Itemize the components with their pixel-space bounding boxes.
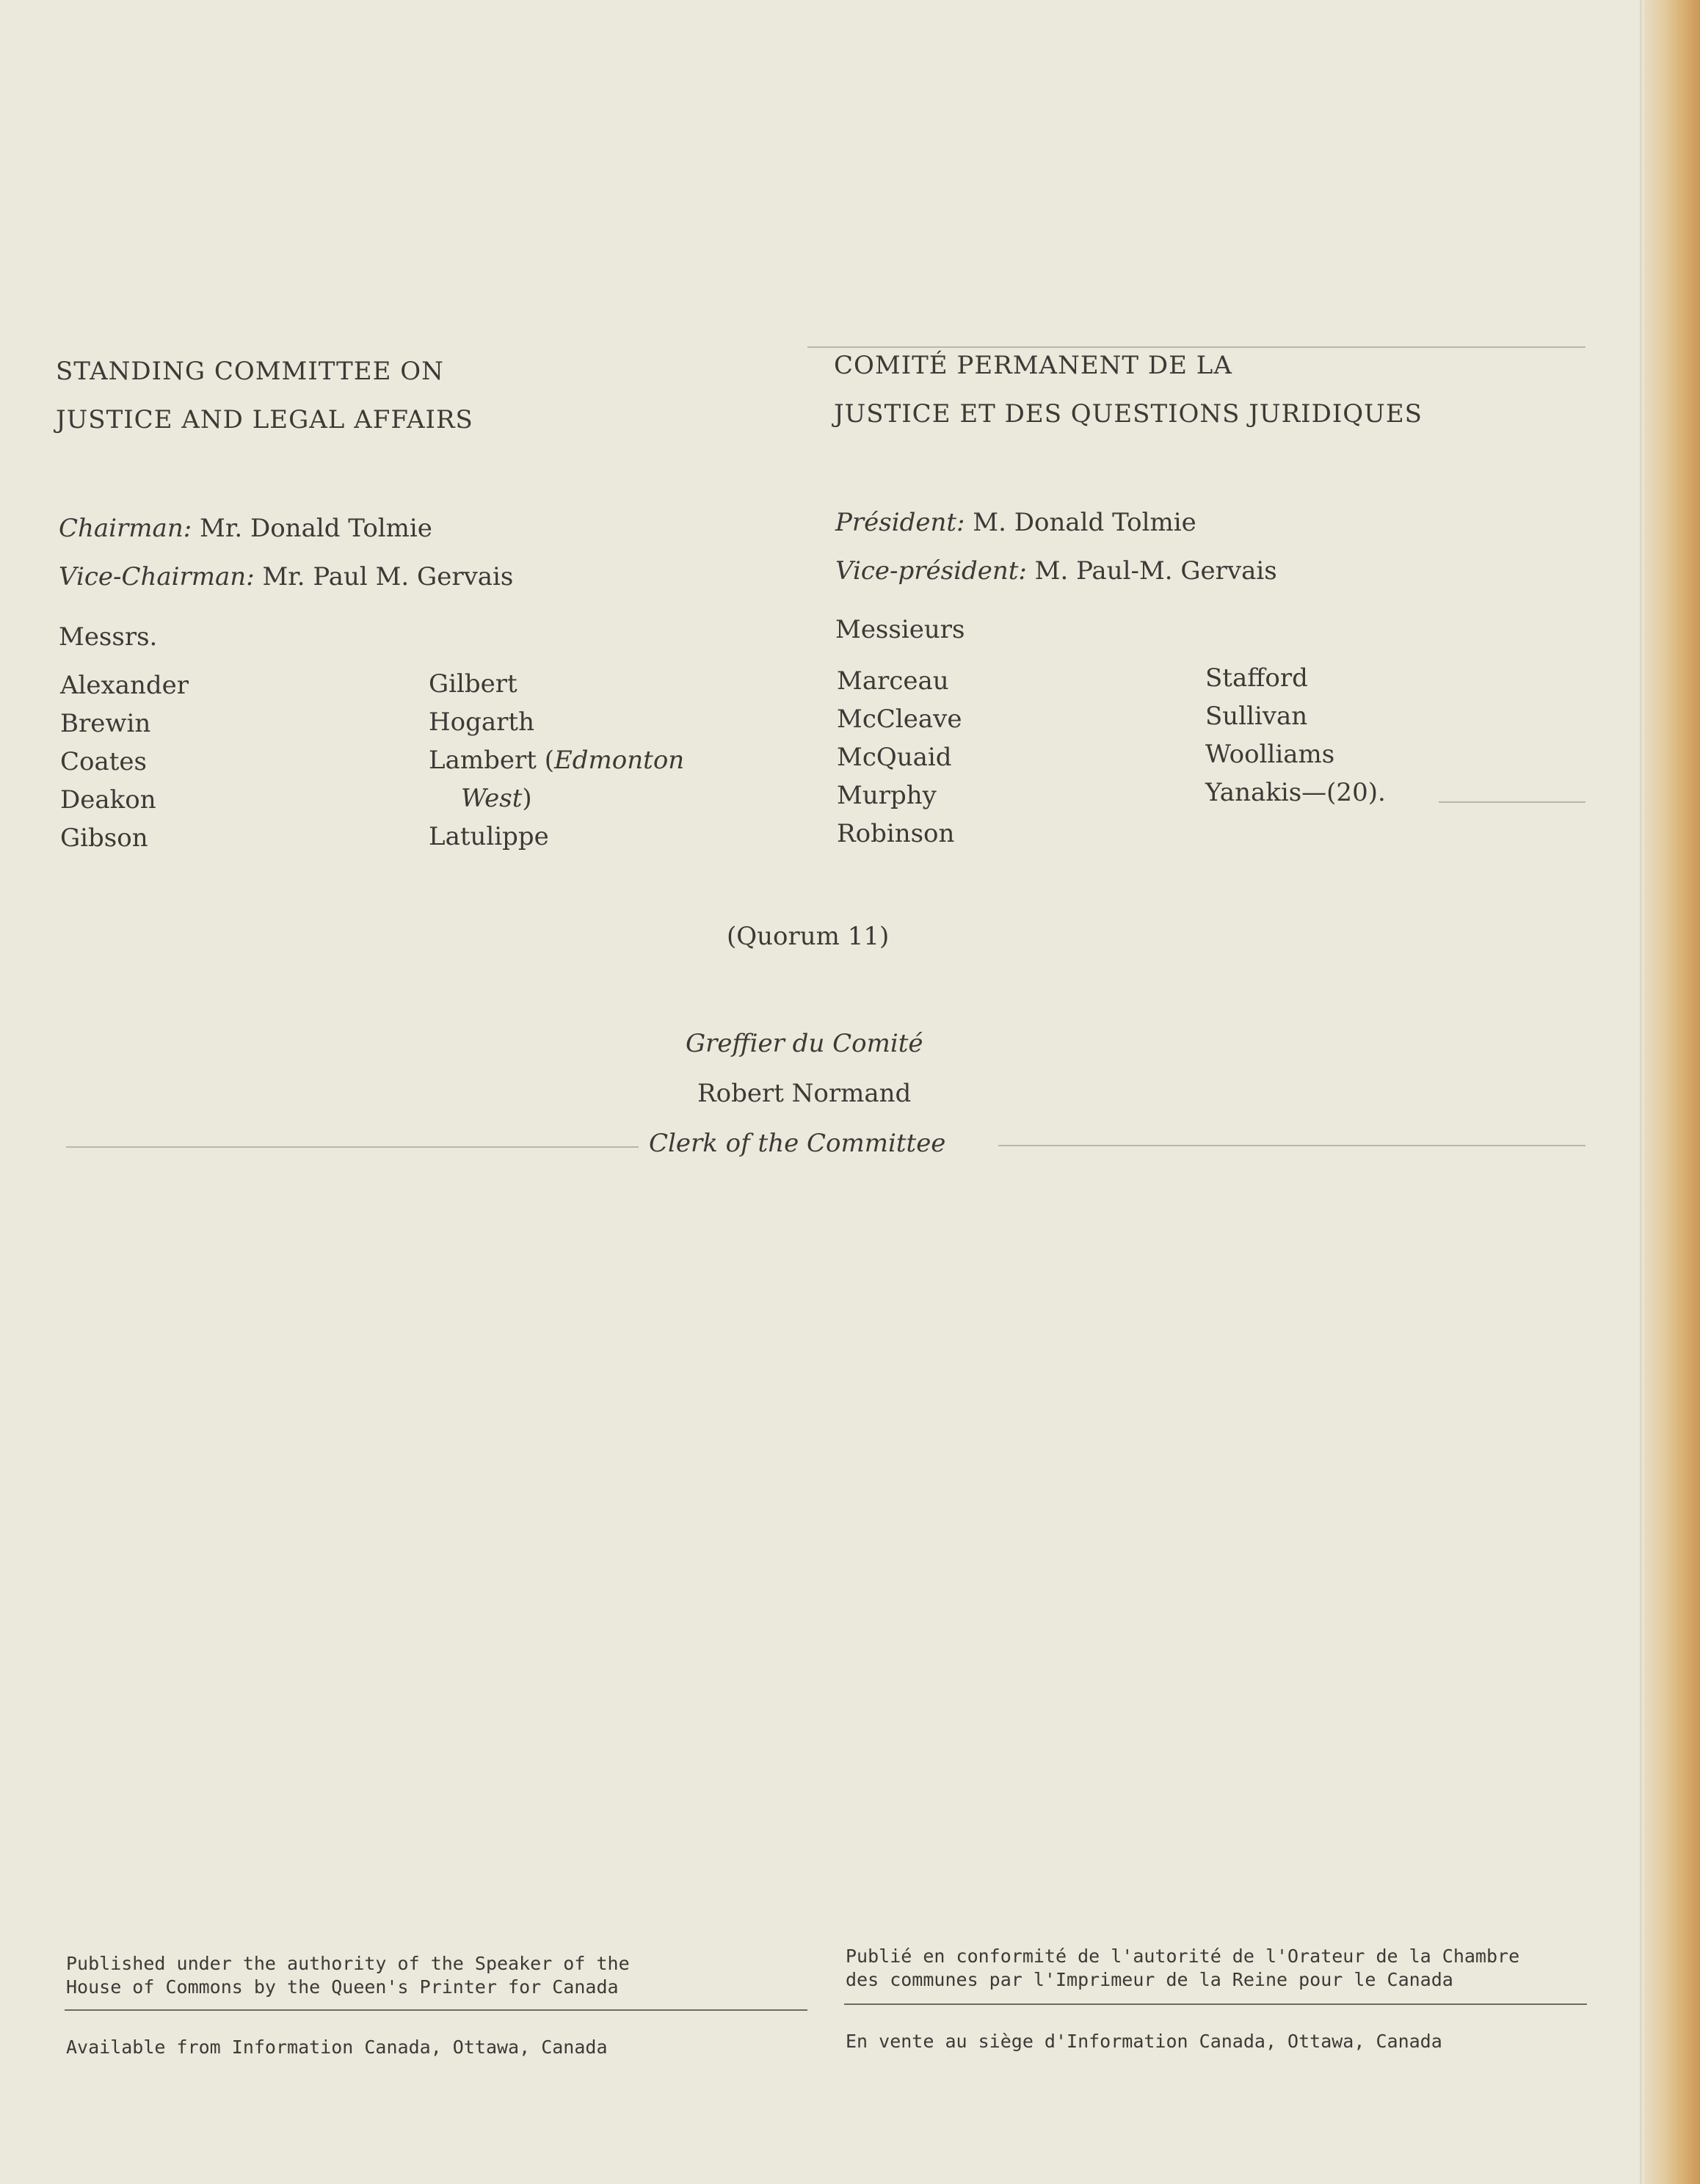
right-members-label: Messieurs [835,615,965,644]
member-name: Robinson [837,819,955,848]
member-name: Alexander [60,671,189,700]
clerk-label-en: Clerk of the Committee [649,1129,946,1158]
footer-en-publication [66,1952,630,1999]
left-chairman-label: Chairman: [59,514,192,543]
member-name: Gibson [60,823,148,853]
right-committee-title-line2: JUSTICE ET DES QUESTIONS JURIDIQUES [834,399,1423,429]
member-name: Marceau [837,666,949,696]
member-name: Hogarth [429,707,534,737]
right-members-col2 [1205,659,1386,812]
footer-fr-line1: Publié en conformité de l'autorité de l'Orateur de la Chambre [846,1945,1520,1967]
right-members-col1 [837,662,962,853]
member-name: Sullivan [1205,702,1308,731]
left-committee-title-line2: JUSTICE AND LEGAL AFFAIRS [56,405,473,434]
member-name: Coates [60,747,147,776]
footer-rule-left [65,2009,807,2011]
left-members-col2 [429,665,684,856]
top-separator-rule [807,346,1585,348]
member-name: Stafford [1205,663,1308,693]
right-committee-title-line1: COMITÉ PERMANENT DE LA [834,351,1232,380]
right-vice-chairman-label: Vice-président: [835,556,1027,586]
left-committee-title-line1: STANDING COMMITTEE ON [56,357,444,386]
left-vice-chairman-label: Vice-Chairman: [59,562,255,592]
member-name: Deakon [60,785,156,815]
footer-en-line1: Published under the authority of the Speaker of the [66,1953,630,1974]
footer-en-line2: House of Commons by the Queen's Printer for Canada [66,1976,619,1998]
member-name: McCleave [837,705,962,734]
members-end-rule [1439,801,1585,803]
member-name: Woolliams [1205,740,1335,769]
left-members-col1 [60,666,189,857]
left-chairman-name: Mr. Donald Tolmie [200,514,432,543]
footer-fr-available: En vente au siège d'Information Canada, Ottawa, Canada [846,2031,1442,2052]
member-name: McQuaid [837,743,952,772]
clerk-label-fr: Greffier du Comité [686,1029,923,1058]
member-name: Yanakis—(20). [1205,778,1386,807]
left-vice-chairman-line [59,562,513,592]
right-vice-chairman-name: M. Paul-M. Gervais [1034,556,1277,586]
member-name: Brewin [60,709,151,738]
footer-rule-right [844,2003,1587,2005]
quorum: (Quorum 11) [727,922,890,951]
clerk-rule-left [66,1146,639,1148]
right-chairman-label: Président: [835,508,965,537]
footer-fr-publication [846,1945,1519,1992]
left-chairman-line [59,514,432,543]
footer-fr-line2: des communes par l'Imprimeur de la Reine pour le Canada [846,1969,1453,1990]
member-name: Murphy [837,781,937,810]
member-name: Latulippe [429,822,549,851]
next-page-edge [1644,0,1700,2184]
footer-en-available: Available from Information Canada, Ottawa, Canada [66,2036,608,2058]
right-chairman-name: M. Donald Tolmie [973,508,1196,537]
right-vice-chairman-line [835,556,1277,586]
member-name-continuation: West) [461,784,532,813]
right-chairman-line [835,508,1196,537]
clerk-rule-right [998,1145,1585,1146]
left-vice-chairman-name: Mr. Paul M. Gervais [262,562,514,592]
clerk-name: Robert Normand [697,1079,912,1108]
left-members-label: Messrs. [59,622,158,652]
member-name: Lambert (Edmonton [429,746,685,775]
member-name: Gilbert [429,669,517,699]
